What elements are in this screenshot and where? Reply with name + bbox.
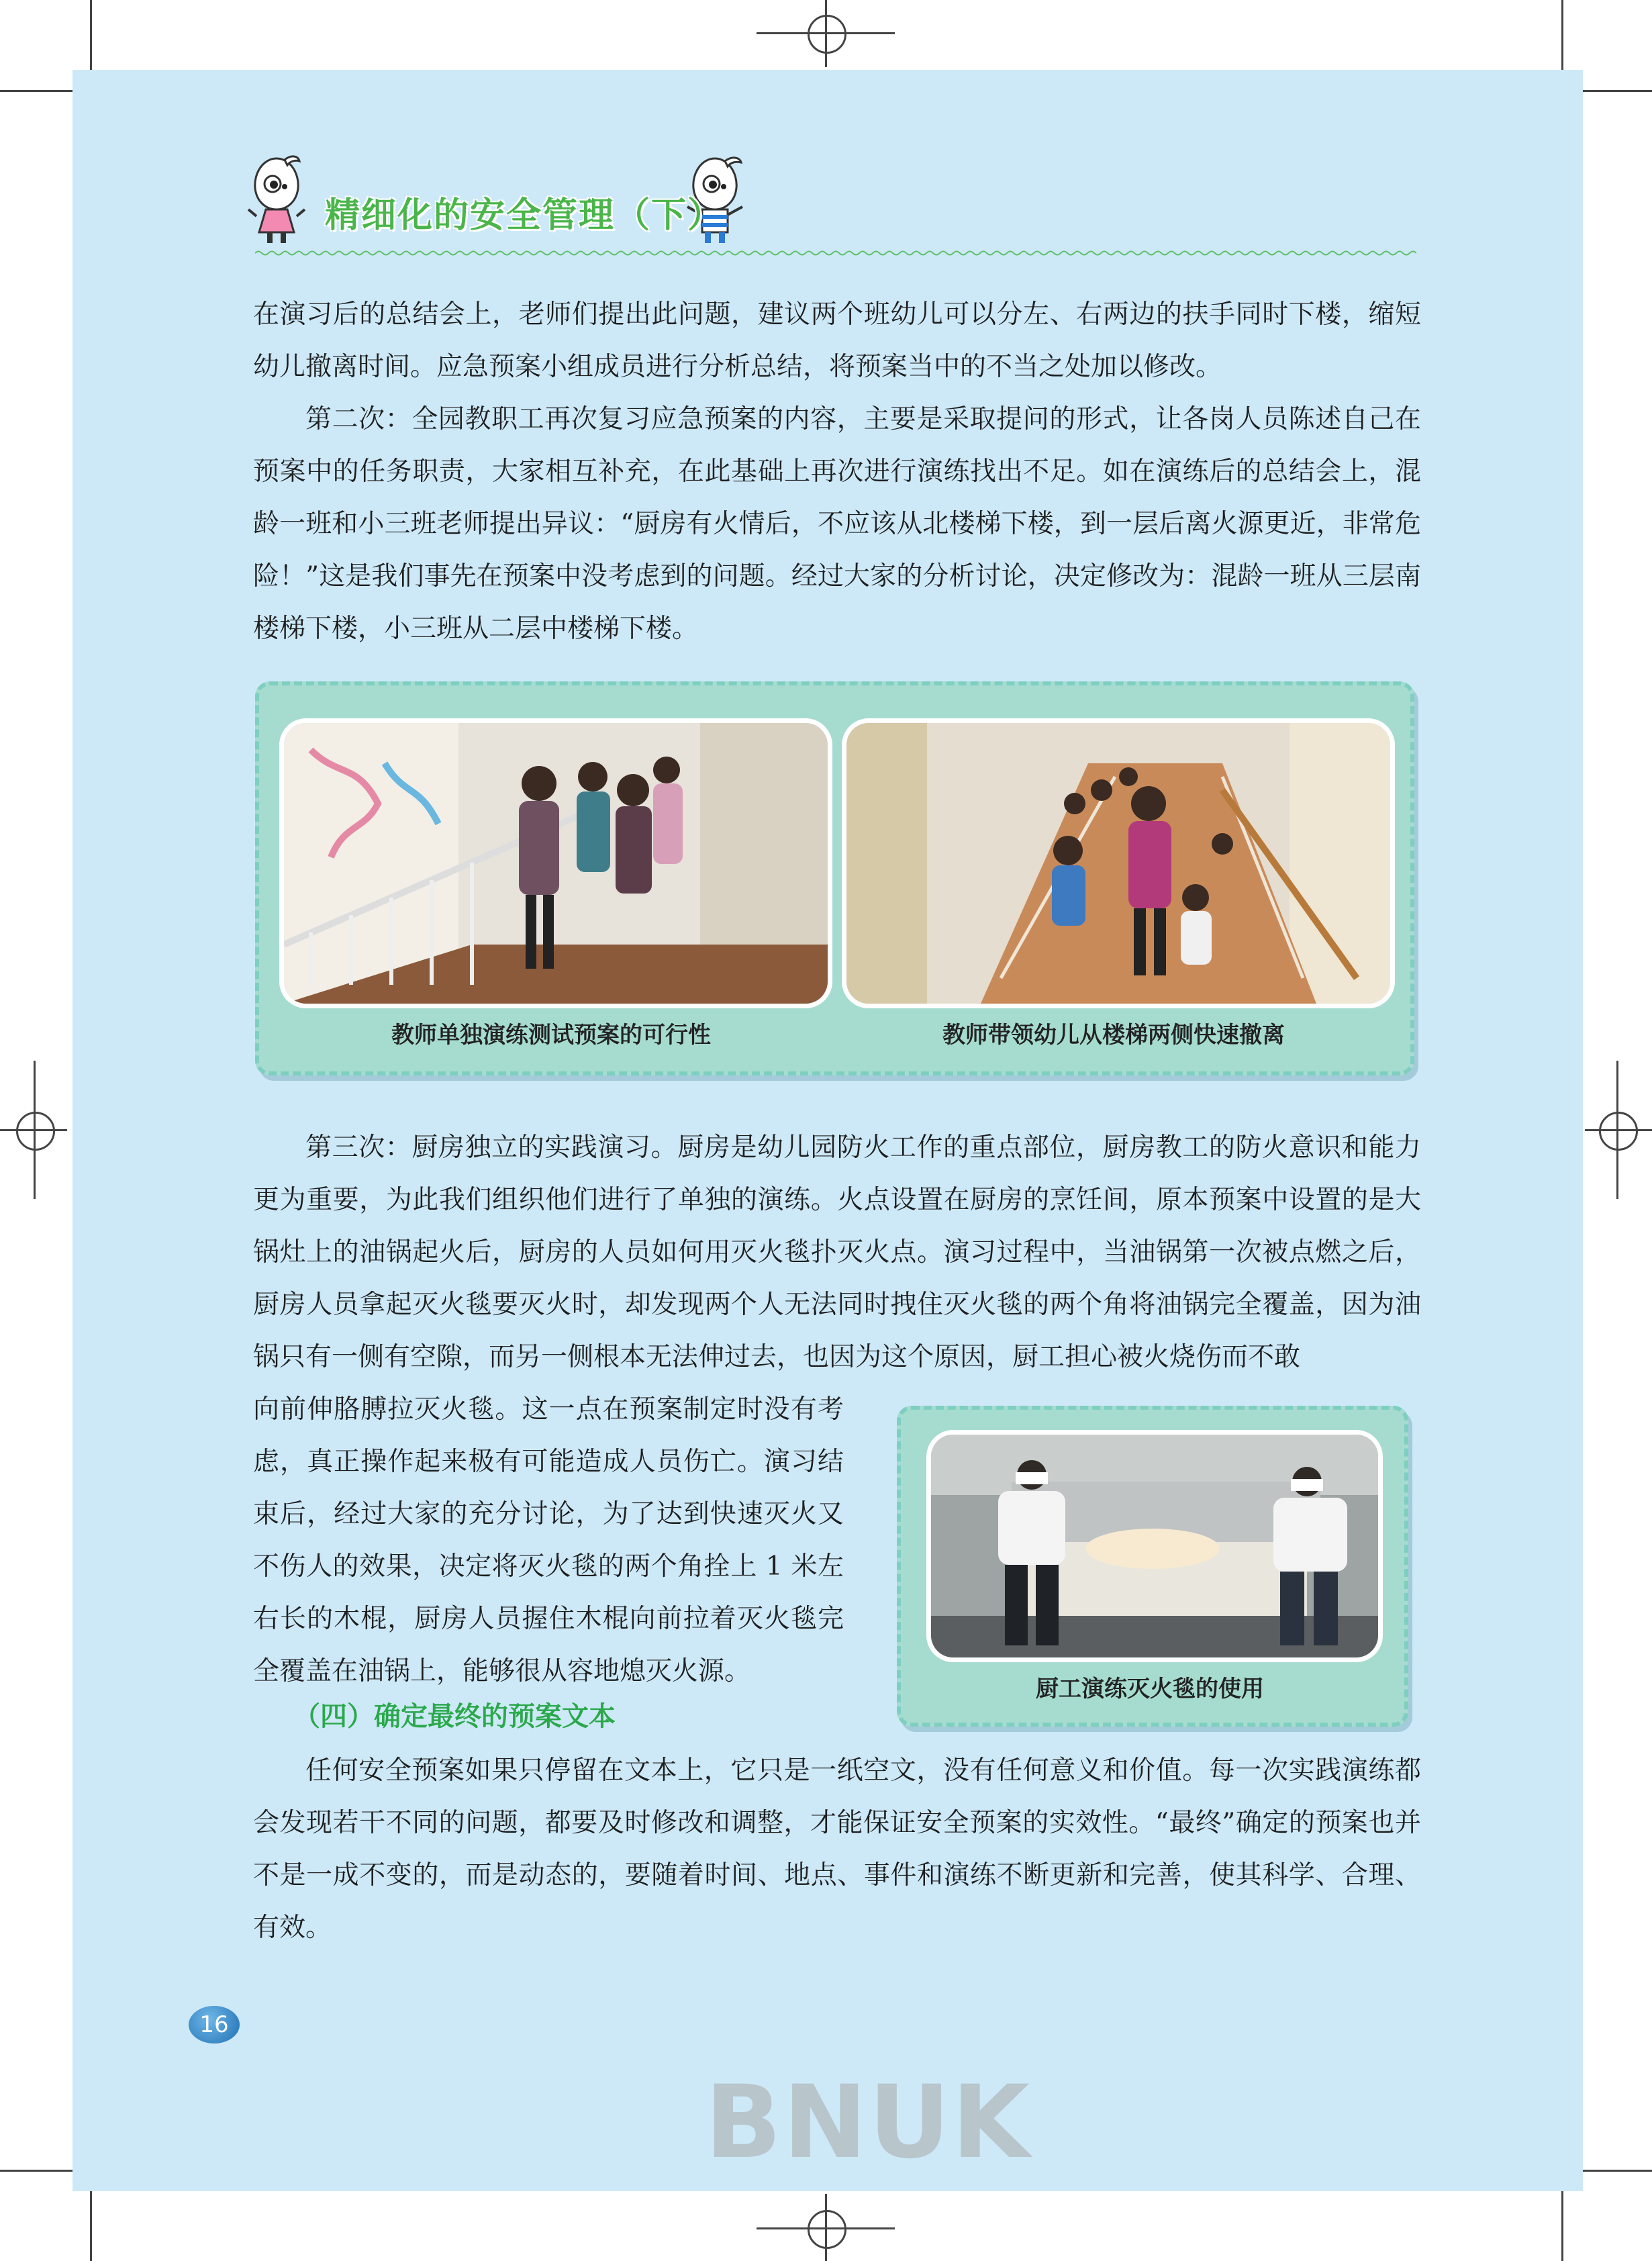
watermark-text: BNUK (705, 2064, 1031, 2181)
crop-mark (1583, 90, 1652, 92)
running-header-title: 精细化的安全管理（下） (325, 195, 724, 236)
photo3-caption: 厨工演练灭火毯的使用 (1036, 1676, 1264, 1702)
registration-mark (808, 15, 846, 54)
crop-mark (1583, 2170, 1652, 2172)
body-paragraph-1: 在演习后的总结会上，老师们提出此问题，建议两个班幼儿可以分左、右两边的扶手同时下楼，缩短幼儿撤离时间。应急预案小组成员进行分析总结，将预案当中的不当之处加以修改。 (253, 299, 1421, 382)
mascot-girl-icon (243, 153, 310, 247)
photo-kitchen-fire-blanket (926, 1430, 1383, 1662)
header-wavy-rule (255, 250, 1416, 256)
body-paragraph-2: 第二次：全园教职工再次复习应急预案的内容，主要是采取提问的形式，让各岗人员陈述自己在预案中的任务职责，大家相互补充，在此基础上再次进行演练找出不足。如在演练后的总结会上，混龄一班和小三班老师提出异议：“厨房有火情后，不应该从北楼梯下楼，到一层后离火源更近，非常危险！”这是我们事先在预案中没考虑到的问题。经过大家的分析讨论，决定修改为：混龄一班从三层南楼梯下楼，小三班从二层中楼梯下楼。 (253, 404, 1421, 644)
section-subheading: （四）确定最终的预案文本 (293, 1701, 616, 1732)
page-number-badge: 16 (189, 2006, 240, 2043)
registration-mark (16, 1112, 55, 1151)
registration-mark (808, 2210, 846, 2249)
photo-children-stairs (842, 718, 1395, 1008)
crop-mark (0, 2170, 72, 2172)
registration-mark (1599, 1112, 1638, 1151)
crop-mark (1561, 0, 1563, 70)
body-paragraph-3: 第三次：厨房独立的实践演习。厨房是幼儿园防火工作的重点部位，厨房教工的防火意识和能力更为重要，为此我们组织他们进行了单独的演练。火点设置在厨房的烹饪间，原本预案中设置的是大锅灶上的油锅起火后，厨房的人员如何用灭火毯扑灭火点。演习过程中，当油锅第一次被点燃之后，厨房人员拿起灭火毯要灭火时，却发现两个人无法同时拽住灭火毯的两个角将油锅完全覆盖，因为油锅只有一侧有空隙，而另一侧根本无法伸过去，也因为这个原因，厨工担心被火烧伤而不敢 (253, 1133, 1421, 1372)
body-paragraph-5: 任何安全预案如果只停留在文本上，它只是一纸空文，没有任何意义和价值。每一次实践演练都会发现若干不同的问题，都要及时修改和调整，才能保证安全预案的实效性。“最终”确定的预案也并不是一成不变的，而是动态的，要随着时间、地点、事件和演练不断更新和完善，使其科学、合理、有效。 (253, 1755, 1421, 1943)
crop-mark (1561, 2191, 1563, 2261)
body-paragraph-4: 向前伸胳膊拉灭火毯。这一点在预案制定时没有考虑，真正操作起来极有可能造成人员伤亡。演习结束后，经过大家的充分讨论，为了达到快速灭火又不伤人的效果，决定将灭火毯的两个角拴上 1 米左右长的木棍，厨房人员握住木棍向前拉着灭火毯完全覆盖在油锅上，能够很从容地熄灭火源。 (253, 1394, 844, 1686)
photo1-caption: 教师单独演练测试预案的可行性 (391, 1022, 711, 1049)
photo2-caption: 教师带领幼儿从楼梯两侧快速撤离 (942, 1022, 1285, 1049)
crop-mark (90, 0, 92, 70)
crop-mark (90, 2191, 92, 2261)
crop-mark (0, 90, 72, 92)
photo-teachers-stairs (279, 718, 832, 1008)
